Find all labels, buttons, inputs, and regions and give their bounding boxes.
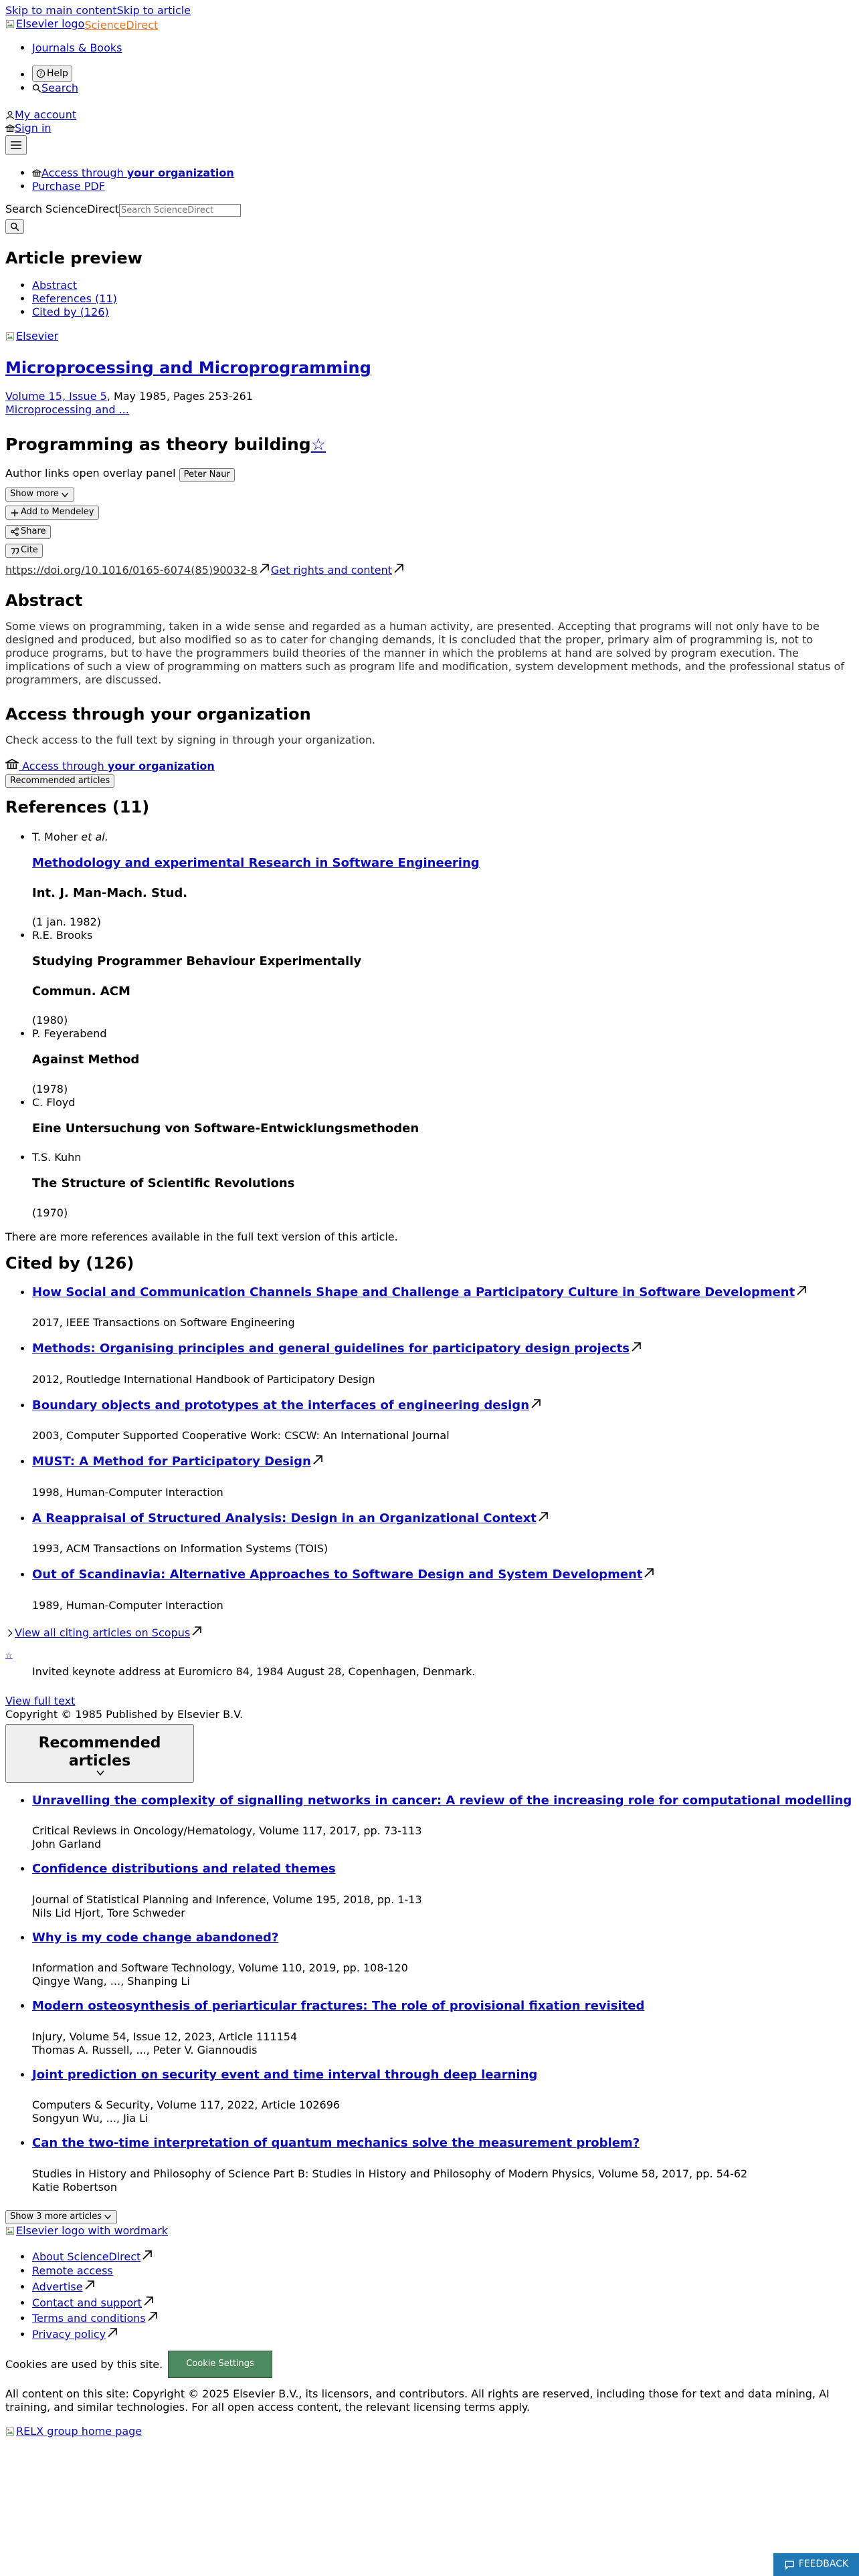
recommended-source: Information and Software Technology, Volume 110, 2019, pp. 108-120	[32, 1961, 408, 1975]
citing-article-link[interactable]: Methods: Organising principles and general guidelines for participatory design projects	[32, 1341, 630, 1356]
institution-icon	[5, 758, 19, 771]
external-link-icon	[258, 562, 271, 575]
cookies-text: Cookies are used by this site.	[5, 2357, 163, 2371]
external-link-icon	[642, 1566, 656, 1580]
show-more-articles-label: Show 3 more articles	[10, 2211, 102, 2222]
elsevier-logo[interactable]	[5, 17, 84, 31]
recommended-item	[32, 2068, 854, 2126]
citing-article-meta: 2003, Computer Supported Cooperative Work: CSCW: An International Journal	[32, 1429, 450, 1442]
broken-image-icon	[5, 2427, 15, 2436]
search-icon	[10, 222, 19, 231]
reference-author: T. Moher	[32, 831, 82, 844]
recommended-item	[32, 1862, 854, 1920]
footer-logo-link[interactable]: Elsevier logo with wordmark	[16, 2224, 169, 2237]
citing-article-meta: 1998, Human-Computer Interaction	[32, 1485, 223, 1499]
recommended-authors: Songyun Wu, ..., Jia Li	[32, 2112, 149, 2125]
plus-icon	[10, 508, 19, 518]
citing-article-item	[32, 1397, 854, 1443]
rights-link[interactable]: Get rights and content	[270, 563, 392, 576]
broken-image-icon	[5, 2226, 15, 2236]
citing-article-link[interactable]: MUST: A Method for Participatory Design	[32, 1455, 311, 1469]
recommended-heading: Recommended articles	[38, 1734, 161, 1770]
recommended-toggle[interactable]	[5, 1724, 194, 1783]
citing-article-item	[32, 1453, 854, 1499]
citing-article-link[interactable]: How Social and Communication Channels Shape and Challenge a Participatory Culture in Software Development	[32, 1285, 795, 1299]
reference-year: (1978)	[32, 1082, 68, 1095]
cite-button[interactable]	[5, 544, 43, 558]
show-more-button[interactable]	[5, 488, 74, 502]
journals-books-link[interactable]: Journals & Books	[32, 41, 122, 54]
access-org-button-prefix: Access through	[22, 759, 108, 772]
svg-text:?: • ?	[39, 71, 43, 78]
reference-title: Eine Untersuchung von Software-Entwicklungsmethoden	[32, 1121, 419, 1136]
footer-about-link[interactable]: About ScienceDirect	[32, 2250, 141, 2263]
footer-contact-link[interactable]: Contact and support	[32, 2296, 142, 2309]
recommended-source: Journal of Statistical Planning and Inference, Volume 195, 2018, pp. 1-13	[32, 1893, 422, 1906]
external-link-icon	[392, 562, 405, 575]
add-to-mendeley-label: Add to Mendeley	[21, 507, 94, 518]
show-more-label: Show more	[10, 489, 59, 500]
chevron-right-icon	[5, 1628, 15, 1638]
journal-title-link[interactable]: Microprocessing and Microprogramming	[5, 358, 371, 378]
external-link-icon	[106, 2326, 119, 2339]
external-link-icon	[83, 2278, 96, 2292]
recommended-item	[32, 1931, 854, 1989]
reference-title-link[interactable]: Methodology and experimental Research in Software Engineering	[32, 856, 480, 871]
cited-by-heading: Cited by (126)	[5, 1253, 134, 1273]
article-title: Programming as theory building	[5, 435, 311, 455]
issue-details: , May 1985, Pages 253-261	[106, 390, 253, 403]
help-label: Help	[47, 68, 68, 79]
recommended-article-link[interactable]: Modern osteosynthesis of periarticular fractures: The role of provisional fixation revisited	[32, 1999, 645, 2014]
article-toc	[5, 279, 854, 319]
reference-title: The Structure of Scientific Revolutions	[32, 1176, 295, 1191]
reference-item	[32, 929, 854, 1027]
external-link-icon	[311, 1453, 324, 1467]
more-references-note: There are more references available in the full text version of this article.	[5, 1230, 398, 1243]
broken-image-icon	[5, 332, 15, 341]
reference-etal: et al.	[81, 831, 108, 844]
recommended-item	[32, 2136, 854, 2194]
abstract-heading: Abstract	[5, 591, 83, 610]
citing-article-link[interactable]: A Reappraisal of Structured Analysis: Design in an Organizational Context	[32, 1511, 537, 1525]
site-copyright: All content on this site: Copyright © 2025 Elsevier B.V., its licensors, and contributors. All rights are reserved, including those for text and data mining, AI training, and similar technologies. For all open access content, the relevant licensing terms apply.	[5, 2387, 830, 2413]
citing-article-meta: 2012, Routledge International Handbook of Participatory Design	[32, 1372, 375, 1386]
institution-icon	[5, 124, 15, 133]
recommended-authors: Nils Lid Hjort, Tore Schweder	[32, 1906, 185, 1919]
issue-link[interactable]: Volume 15, Issue 5	[5, 390, 107, 403]
cite-label: Cite	[21, 545, 38, 556]
help-button[interactable]	[32, 66, 72, 82]
footer-elsevier-logo[interactable]	[5, 2224, 168, 2238]
access-org-button[interactable]	[19, 760, 215, 772]
article-preview-heading: Article preview	[5, 249, 142, 268]
my-account-link[interactable]: My account	[15, 108, 77, 122]
recommended-article-link[interactable]: Can the two-time interpretation of quantum mechanics solve the measurement problem?	[32, 2136, 640, 2151]
citing-article-item	[32, 1340, 854, 1386]
reference-author: • R.E. Brooks	[32, 929, 93, 942]
publisher-logo[interactable]	[5, 330, 58, 343]
external-link-icon	[795, 1284, 808, 1297]
reference-year: (1 jan. 1982)	[32, 916, 102, 929]
citing-article-meta: 2017, IEEE Transactions on Software Engineering	[32, 1316, 295, 1329]
title-footnote-star[interactable]: ☆	[310, 435, 326, 455]
footer-advertise-link[interactable]: Advertise	[32, 2280, 83, 2293]
recommended-authors: Qingye Wang, ..., Shanping Li	[32, 1975, 190, 1988]
citing-article-meta: 1989, Human-Computer Interaction	[32, 1598, 223, 1612]
reference-item	[32, 1096, 854, 1137]
external-link-icon	[140, 2248, 154, 2262]
chevron-down-icon	[95, 1767, 106, 1778]
chevron-down-icon	[103, 2212, 112, 2222]
reference-title: Studying Programmer Behaviour Experimentally	[32, 954, 362, 969]
doi-link[interactable]: https://doi.org/10.1016/0165-6074(85)90032-8	[5, 563, 258, 576]
recommended-source: Studies in History and Philosophy of Science Part B: Studies in History and Philosophy of Modern Physics, Volume 58, 2017, pp. 54-62	[32, 2167, 748, 2180]
recommended-item	[32, 1794, 854, 1852]
recommended-authors: John Garland	[32, 1838, 102, 1851]
external-link-icon	[537, 1510, 550, 1523]
recommended-source: Computers & Security, Volume 117, 2022, Article 102696	[32, 2099, 341, 2112]
feedback-button[interactable]	[773, 2553, 859, 2576]
feedback-label: FEEDBACK	[798, 2559, 849, 2570]
purchase-pdf-link[interactable]: Purchase PDF	[32, 180, 105, 193]
recommended-list	[5, 1794, 854, 2194]
citing-article-item	[32, 1284, 854, 1330]
reference-item	[32, 831, 854, 929]
footer-links	[5, 2248, 854, 2342]
person-icon	[5, 110, 15, 120]
view-all-citing-link[interactable]: View all citing articles on Scopus	[15, 1626, 191, 1639]
abstract-text: Some views on programming, taken in a wide sense and regarded as a human activity, are presented. Accepting that programs will not only have to be designed and produced, but also modified so as to cater for changing demands, it is concluded that the proper, primary aim of programming is, not to produce programs, but to have the programmers build theories of the manner in which the problems at hand are solved by program execution. The implications of such a view of programming on matters such as program life and modification, system development methods, and the professional status of programmers, are discussed.	[5, 619, 844, 686]
reference-journal: Commun. ACM	[32, 984, 130, 998]
external-link-icon	[529, 1397, 543, 1410]
search-icon	[32, 84, 41, 93]
elsevier-logo-link[interactable]: Elsevier logo	[16, 17, 85, 30]
search-input[interactable]	[119, 204, 241, 217]
recommended-article-link[interactable]: Joint prediction on security event and time interval through deep learning	[32, 2067, 538, 2082]
access-org-text: Check access to the full text by signing in through your organization.	[5, 733, 376, 746]
external-link-icon	[630, 1340, 643, 1354]
references-heading: References (11)	[5, 798, 150, 817]
recommended-articles-jump-button[interactable]: Recommended articles	[5, 774, 114, 788]
sign-in-link[interactable]: Sign in	[15, 122, 52, 135]
cookie-settings-button[interactable]: Cookie Settings	[168, 2351, 272, 2377]
broken-image-icon	[5, 19, 15, 29]
citing-article-item	[32, 1510, 854, 1556]
recommended-article-link[interactable]: Why is my code change abandoned?	[32, 1930, 279, 1945]
toc-references-link[interactable]: References (11)	[32, 292, 117, 306]
recommended-source: Critical Reviews in Oncology/Hematology, Volume 117, 2017, pp. 73-113	[32, 1824, 422, 1838]
recommended-source: Injury, Volume 54, Issue 12, 2023, Article 111154	[32, 2030, 298, 2043]
footer-remote-access-link[interactable]: Remote access	[32, 2264, 113, 2278]
access-through-org-link[interactable]	[41, 167, 234, 179]
footer-terms-link[interactable]: Terms and conditions	[32, 2312, 146, 2325]
citing-article-item	[32, 1566, 854, 1612]
reference-title: Against Method	[32, 1053, 140, 1067]
chat-icon	[784, 2559, 795, 2570]
recommended-item	[32, 1999, 854, 2057]
access-through-text: Access through	[41, 167, 127, 180]
references-list	[5, 831, 854, 1220]
search-label: Search ScienceDirect	[5, 203, 119, 216]
footnote-star-link[interactable]: ☆	[5, 1650, 13, 1660]
share-button[interactable]	[5, 525, 51, 539]
footnote-text: Invited keynote address at Euromicro 84, 1984 August 28, Copenhagen, Denmark.	[32, 1665, 476, 1678]
skip-to-main-link[interactable]: Skip to main content	[5, 4, 117, 17]
reference-year: (1980)	[32, 1014, 68, 1027]
citing-article-link[interactable]: Out of Scandinavia: Alternative Approaches to Software Design and System Development	[32, 1568, 643, 1582]
external-link-icon	[142, 2294, 155, 2308]
reference-year: (1970)	[32, 1206, 68, 1219]
sciencedirect-brand[interactable]: ScienceDirect	[84, 19, 159, 31]
access-org-heading: Access through your organization	[5, 704, 311, 724]
chevron-down-icon	[60, 490, 70, 500]
search-link[interactable]: Search	[41, 82, 78, 95]
menu-button[interactable]	[5, 135, 27, 155]
reference-author: • P. Feyerabend	[32, 1027, 107, 1041]
toc-cited-by-link[interactable]: Cited by (126)	[32, 306, 109, 319]
hamburger-icon	[9, 138, 23, 152]
citing-article-meta: 1993, ACM Transactions on Information Systems (TOIS)	[32, 1542, 328, 1555]
external-link-icon	[190, 1624, 203, 1638]
search-submit-button[interactable]	[5, 219, 24, 234]
add-to-mendeley-button[interactable]	[5, 506, 99, 520]
author-button[interactable]: Peter Naur	[179, 468, 235, 482]
reference-journal: Int. J. Man-Mach. Stud.	[32, 885, 188, 900]
skip-to-article-link[interactable]: Skip to article	[116, 4, 191, 17]
footer-privacy-link[interactable]: Privacy policy	[32, 2327, 106, 2341]
toc-abstract-link[interactable]: Abstract	[32, 279, 78, 292]
header	[5, 17, 854, 156]
institution-icon	[32, 169, 41, 178]
show-more-articles-button[interactable]	[5, 2210, 117, 2224]
recommended-article-link[interactable]: Unravelling the complexity of signalling networks in cancer: A review of the increasing role for computational modelling	[32, 1793, 852, 1808]
recommended-article-link[interactable]: Confidence distributions and related themes	[32, 1862, 336, 1876]
reference-author: • C. Floyd	[32, 1095, 76, 1109]
recommended-authors: Thomas A. Russell, ..., Peter V. Giannoudis	[32, 2043, 258, 2056]
share-icon	[10, 527, 19, 536]
reference-author: • T.S. Kuhn	[32, 1151, 82, 1164]
author-links-label: Author links open overlay panel	[5, 467, 176, 480]
reference-item	[32, 1151, 854, 1220]
reference-item	[32, 1027, 854, 1096]
relx-logo[interactable]	[5, 2425, 142, 2438]
citing-article-link[interactable]: Boundary objects and prototypes at the interfaces of engineering design	[32, 1398, 530, 1412]
share-label: Share	[21, 526, 46, 536]
quote-icon	[10, 546, 19, 556]
recommended-authors: Katie Robertson	[32, 2180, 117, 2193]
cited-by-list	[5, 1284, 854, 1612]
view-full-text-link[interactable]: View full text	[5, 1694, 76, 1707]
article-copyright: Copyright © 1985 Published by Elsevier B.V.	[5, 1707, 244, 1721]
publisher-logo-link[interactable]: Elsevier	[16, 330, 59, 343]
external-link-icon	[146, 2310, 159, 2323]
relx-link[interactable]: RELX group home page	[16, 2424, 142, 2438]
journal-cover-link[interactable]: Microprocessing and ...	[5, 403, 129, 417]
help-icon	[36, 69, 45, 78]
access-org-button-org: your organization	[107, 759, 215, 772]
access-org-text: your organization	[126, 167, 234, 180]
